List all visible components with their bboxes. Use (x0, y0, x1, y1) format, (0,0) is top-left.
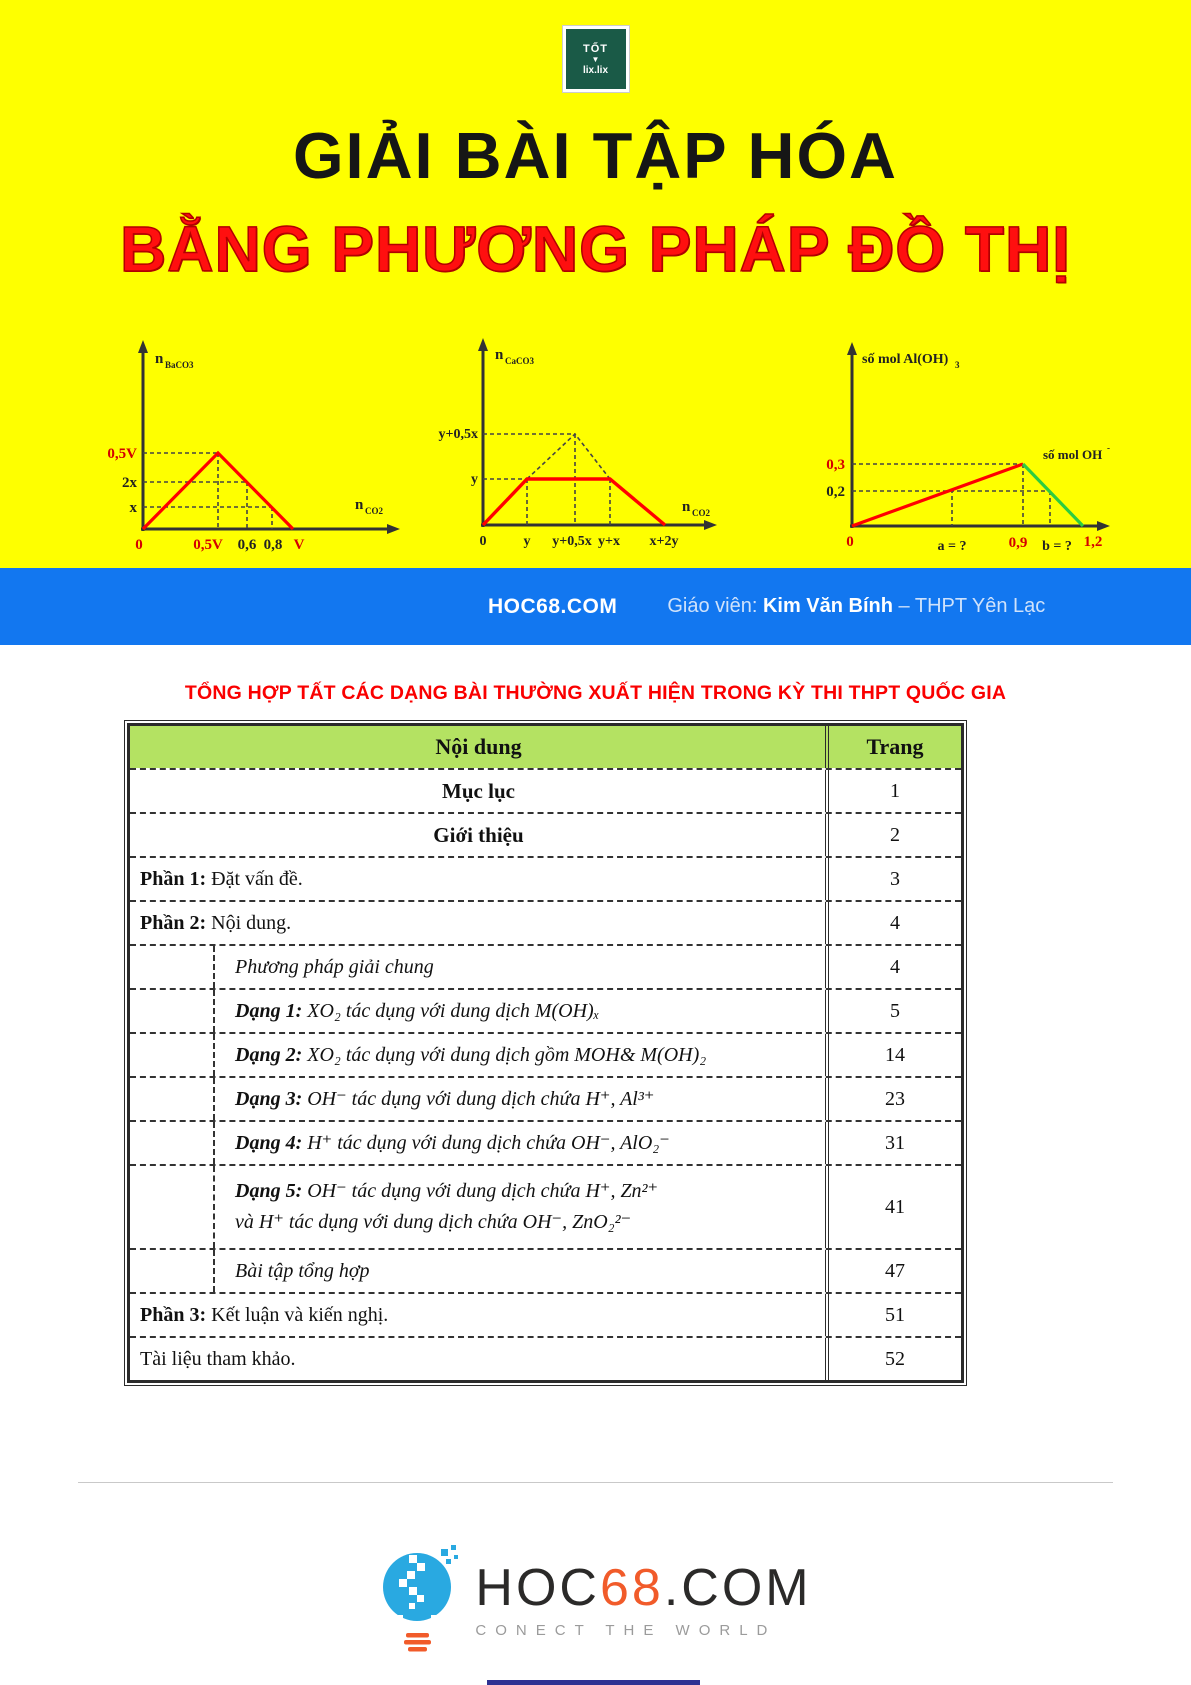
toc-row (130, 1032, 961, 1076)
toc-row (130, 988, 961, 1032)
toc-item-label: Mục lục (442, 778, 515, 803)
toc-item-label: Phần 1: Đặt vấn đề. (140, 867, 303, 890)
ytick: y+0,5x (438, 427, 478, 442)
brand-wordmark (475, 1561, 811, 1616)
toc-row (130, 856, 961, 900)
xtick: 0 (479, 534, 487, 549)
brand-tagline: CONECT THE WORLD (475, 1621, 777, 1639)
cover-header (0, 0, 1191, 568)
xtick: y+0,5x (552, 534, 592, 549)
y-axis-label: n (495, 347, 504, 363)
toc-page-number: 52 (825, 1338, 961, 1380)
xtick: b = ? (1042, 539, 1072, 554)
ytick: 0,2 (826, 484, 845, 500)
toc-item-label: Phương pháp giải chung (235, 955, 434, 978)
hoc68-lightbulb-icon (379, 1545, 459, 1655)
brand-suf: .COM (663, 1559, 812, 1618)
toc-page-number: 47 (825, 1250, 961, 1292)
xtick: x+2y (649, 534, 679, 549)
page-subtitle: BẰNG PHƯƠNG PHÁP ĐỒ THỊ (120, 213, 1071, 285)
toc-indent-cell (130, 1034, 215, 1076)
toc-page-number: 2 (825, 814, 961, 856)
x-axis-label: số mol OH (1043, 447, 1103, 462)
toc-row (130, 768, 961, 812)
x-axis-arrow (1097, 521, 1110, 531)
xtick: 0,6 (237, 537, 257, 553)
toc-page-number: 1 (825, 770, 961, 812)
chart-aloh3-oh (755, 335, 1115, 568)
toc-item-label: Phần 3: Kết luận và kiến nghị. (140, 1303, 389, 1326)
bottom-edge-bar (487, 1680, 700, 1685)
ytick: 2x (122, 475, 137, 491)
badge-arrow-icon: ▼ (591, 54, 600, 64)
toc-row (130, 1120, 961, 1164)
xtick: 0,5V (193, 537, 223, 553)
toc-header-row (130, 726, 961, 768)
precipitate-curve (483, 479, 665, 525)
ytick: 0,3 (826, 457, 845, 473)
toc-row (130, 1076, 961, 1120)
toc-page-number: 31 (825, 1122, 961, 1164)
tagline: TỔNG HỢP TẤT CÁC DẠNG BÀI THƯỜNG XUẤT HIỆN TRONG KỲ THI THPT QUỐC GIA (184, 682, 1007, 704)
toc-item-label: Phần 2: Nội dung. (140, 911, 292, 934)
toc-row (130, 1248, 961, 1292)
brand-number: 68 (599, 1559, 664, 1618)
toc-indent-cell (130, 946, 215, 988)
falling-green-line (1023, 464, 1083, 526)
toc-page-number: 51 (825, 1294, 961, 1336)
brand-block (475, 1561, 811, 1639)
toc-indent-cell (130, 1122, 215, 1164)
ytick: x (129, 500, 137, 516)
footer-brand (0, 1545, 1191, 1655)
x-axis-label: n (355, 497, 364, 513)
xtick: y (523, 534, 531, 549)
xtick: V (293, 537, 305, 553)
toc-row (130, 1336, 961, 1380)
y-axis-label-sub: 3 (955, 360, 960, 370)
x-axis-label-sup: - (1107, 443, 1110, 453)
chart-baco3-co2 (75, 335, 405, 568)
badge-line1: TỐT (583, 42, 608, 55)
teacher-info (667, 595, 1045, 618)
ytick: 0,5V (107, 446, 137, 462)
toc-item-label: Dạng 1: XO₂ tác dụng với dung dịch M(OH)ₓ (235, 999, 600, 1022)
toc-row (130, 1164, 961, 1248)
toc-page-number: 41 (825, 1166, 961, 1248)
xtick: 0,8 (263, 537, 283, 553)
page-title (0, 118, 1191, 193)
toc-item-label: Dạng 4: H⁺ tác dụng với dung dịch chứa OH⁻, AlO₂⁻ (235, 1131, 670, 1154)
y-axis-label: n (155, 351, 164, 367)
x-axis-arrow (387, 524, 400, 534)
toc-item-label: Bài tập tổng hợp (235, 1259, 370, 1282)
toc-indent-cell (130, 1078, 215, 1120)
toc-item-label: Dạng 3: OH⁻ tác dụng với dung dịch chứa H⁺, Al³⁺ (235, 1087, 655, 1110)
toc-item-label: Giới thiệu (433, 822, 524, 847)
ytick: y (471, 472, 478, 487)
x-axis-arrow (704, 520, 717, 530)
toc-table-body (130, 768, 961, 1380)
toc-table (127, 723, 964, 1383)
chart-caco3-co2 (420, 335, 720, 568)
site-banner (0, 568, 1191, 645)
toc-row (130, 1292, 961, 1336)
badge-line2: lix.lix (582, 64, 608, 76)
xtick: 0 (135, 537, 143, 553)
teacher-prefix: Giáo viên: (667, 595, 763, 617)
toc-page-number: 14 (825, 1034, 961, 1076)
x-axis-label: n (682, 499, 691, 515)
footer-divider (78, 1482, 1113, 1483)
toc-item-label: Dạng 2: XO₂ tác dụng với dung dịch gồm MOH& M(OH)₂ (235, 1043, 707, 1066)
xtick: 0,9 (1008, 535, 1028, 551)
toc-item-label: Dạng 5: OH⁻ tác dụng với dung dịch chứa H⁺, Zn²⁺ và H⁺ tác dụng với dung dịch chứa OH⁻, ZnO₂²⁻ (235, 1180, 659, 1234)
teacher-name: Kim Văn Bính (762, 595, 893, 617)
toc-page-number: 3 (825, 858, 961, 900)
toc-page-number: 23 (825, 1078, 961, 1120)
toc-indent-cell (130, 1250, 215, 1292)
x-axis-label-sub: CO2 (365, 506, 383, 516)
x-axis-label-sub: CO2 (692, 508, 710, 518)
teacher-suffix: – THPT Yên Lạc (892, 595, 1046, 617)
toc-page-number: 4 (825, 902, 961, 944)
toc-indent-cell (130, 990, 215, 1032)
y-axis-label: số mol Al(OH) (862, 352, 949, 367)
xtick: y+x (598, 534, 620, 549)
floating-pixels (441, 1545, 458, 1564)
y-axis-label-sub: CaCO3 (505, 356, 534, 366)
toc-item-label: Tài liệu tham khảo. (140, 1347, 296, 1370)
toc-row (130, 900, 961, 944)
xtick: 1,2 (1083, 534, 1103, 550)
toc-header-content: Nội dung (435, 734, 522, 759)
y-axis-arrow (138, 340, 148, 353)
xtick: a = ? (937, 539, 967, 554)
y-axis-arrow (847, 342, 857, 355)
toc-indent-cell (130, 1166, 215, 1248)
bulb-base (404, 1633, 431, 1652)
title-bold: HÓA (747, 119, 898, 192)
site-name: HOC68.COM (488, 594, 618, 618)
rising-red-line (852, 464, 1023, 526)
y-axis-arrow (478, 338, 488, 351)
title-regular: GIẢI BÀI TẬP (292, 119, 748, 192)
y-axis-label-sub: BaCO3 (165, 360, 194, 370)
brand-pre: HOC (475, 1559, 600, 1618)
toc-header-page: Trang (825, 726, 961, 768)
toc-row (130, 944, 961, 988)
toc-row (130, 812, 961, 856)
toc-page-number: 4 (825, 946, 961, 988)
xtick: 0 (846, 534, 854, 550)
publisher-badge (563, 26, 629, 92)
toc-page-number: 5 (825, 990, 961, 1032)
